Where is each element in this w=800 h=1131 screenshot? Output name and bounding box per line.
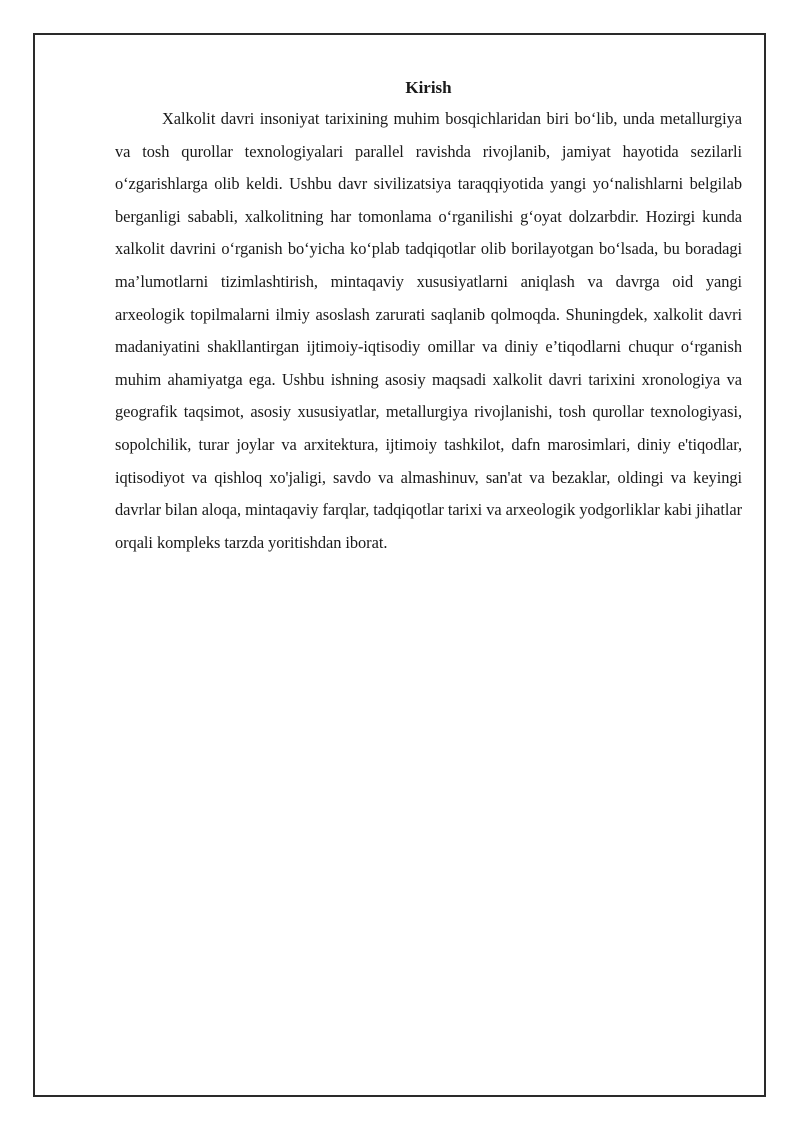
body-paragraph: Xalkolit davri insoniyat tarixining muhim bosqichlaridan biri bo‘lib, unda metallurgiya va tosh qurollar texnologiyalari parallel ravishda rivojlanib, jamiyat hayotida sezilarli o‘zgarishlarga olib keldi. Ushbu davr sivilizatsiya taraqqiyotida yangi yo‘nalishlarni belgilab berganligi sababli, xalkolitning har tomonlama o‘rganilishi g‘oyat dolzarbdir. Hozirgi kunda xalkolit davrini o‘rganish bo‘yicha ko‘plab tadqiqotlar olib borilayotgan bo‘lsada, bu boradagi ma’lumotlarni tizimlashtirish, mintaqaviy xususiyatlarni aniqlash va davrga oid yangi arxeologik topilmalarni ilmiy asoslash zarurati saqlanib qolmoqda. Shuningdek, xalkolit davri madaniyatini shakllantirgan ijtimoiy-iqtisodiy omillar va diniy e’tiqodlarni chuqur o‘rganish muhim ahamiyatga ega. Ushbu ishning asosiy maqsadi xalkolit davri tarixini xronologiya va geografik taqsimot, asosiy xususiyatlar, metallurgiya rivojlanishi, tosh qurollar texnologiyasi, sopolchilik, turar joylar va arxitektura, ijtimoiy tashkilot, dafn marosimlari, diniy e'tiqodlar, iqtisodiyot va qishloq xo'jaligi, savdo va almashinuv, san'at va bezaklar, oldingi va keyingi davrlar bilan aloqa, mintaqaviy farqlar, tadqiqotlar tarixi va arxeologik yodgorliklar kabi jihatlar orqali kompleks tarzda yoritishdan iborat.	[115, 109, 742, 552]
document-title: Kirish	[405, 78, 452, 97]
document-content	[115, 76, 742, 559]
